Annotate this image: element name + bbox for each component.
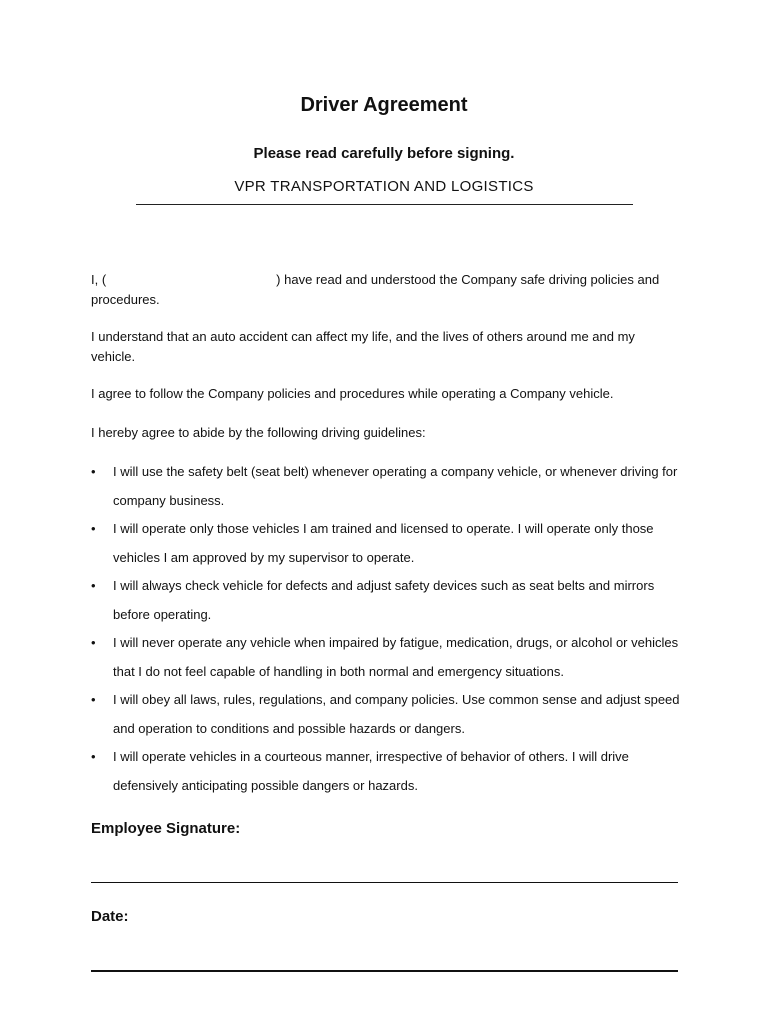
employee-signature-line[interactable] xyxy=(91,882,678,883)
guideline-item xyxy=(91,515,681,572)
employee-signature-label: Employee Signature: xyxy=(91,820,241,837)
bullet-icon: • xyxy=(91,635,96,650)
guideline-item xyxy=(91,743,681,800)
date-line[interactable] xyxy=(91,970,678,972)
guideline-text: I will operate vehicles in a courteous manner, irrespective of behavior of others. I will drive defensively anticipating possible dangers or hazards. xyxy=(113,749,629,793)
date-label: Date: xyxy=(91,908,129,925)
guideline-item xyxy=(91,686,681,743)
accident-paragraph: I understand that an auto accident can affect my life, and the lives of others around me and my vehicle. xyxy=(91,329,635,364)
bullet-icon: • xyxy=(91,578,96,593)
bullet-icon: • xyxy=(91,749,96,764)
acknowledgement-paragraph xyxy=(91,270,681,310)
guidelines-intro: I hereby agree to abide by the following driving guidelines: xyxy=(91,425,426,440)
document-title: Driver Agreement xyxy=(300,94,468,116)
guideline-item xyxy=(91,572,681,629)
acknowledgement-suffix: ) have read and understood the Company safe driving policies and procedures. xyxy=(91,272,660,307)
guideline-text: I will use the safety belt (seat belt) whenever operating a company vehicle, or whenever driving for company business. xyxy=(113,464,678,508)
document-subtitle: Please read carefully before signing. xyxy=(253,145,515,162)
guideline-text: I will always check vehicle for defects and adjust safety devices such as seat belts and mirrors before operating. xyxy=(113,578,655,622)
guideline-item xyxy=(91,458,681,515)
guidelines-list xyxy=(91,458,681,800)
guideline-item xyxy=(91,629,681,686)
acknowledgement-prefix: I, ( xyxy=(91,272,107,287)
company-name: VPR TRANSPORTATION AND LOGISTICS xyxy=(234,178,534,195)
guideline-text: I will never operate any vehicle when impaired by fatigue, medication, drugs, or alcohol or vehicles that I do not feel capable of handling in both normal and emergency situations. xyxy=(113,635,679,679)
header-divider xyxy=(136,204,633,205)
bullet-icon: • xyxy=(91,521,96,536)
bullet-icon: • xyxy=(91,692,96,707)
bullet-icon: • xyxy=(91,464,96,479)
guideline-text: I will obey all laws, rules, regulations, and company policies. Use common sense and adjust speed and operation to conditions and possible hazards or dangers. xyxy=(113,692,680,736)
guideline-text: I will operate only those vehicles I am trained and licensed to operate. I will operate only those vehicles I am approved by my supervisor to operate. xyxy=(113,521,654,565)
policy-paragraph: I agree to follow the Company policies and procedures while operating a Company vehicle. xyxy=(91,386,614,401)
